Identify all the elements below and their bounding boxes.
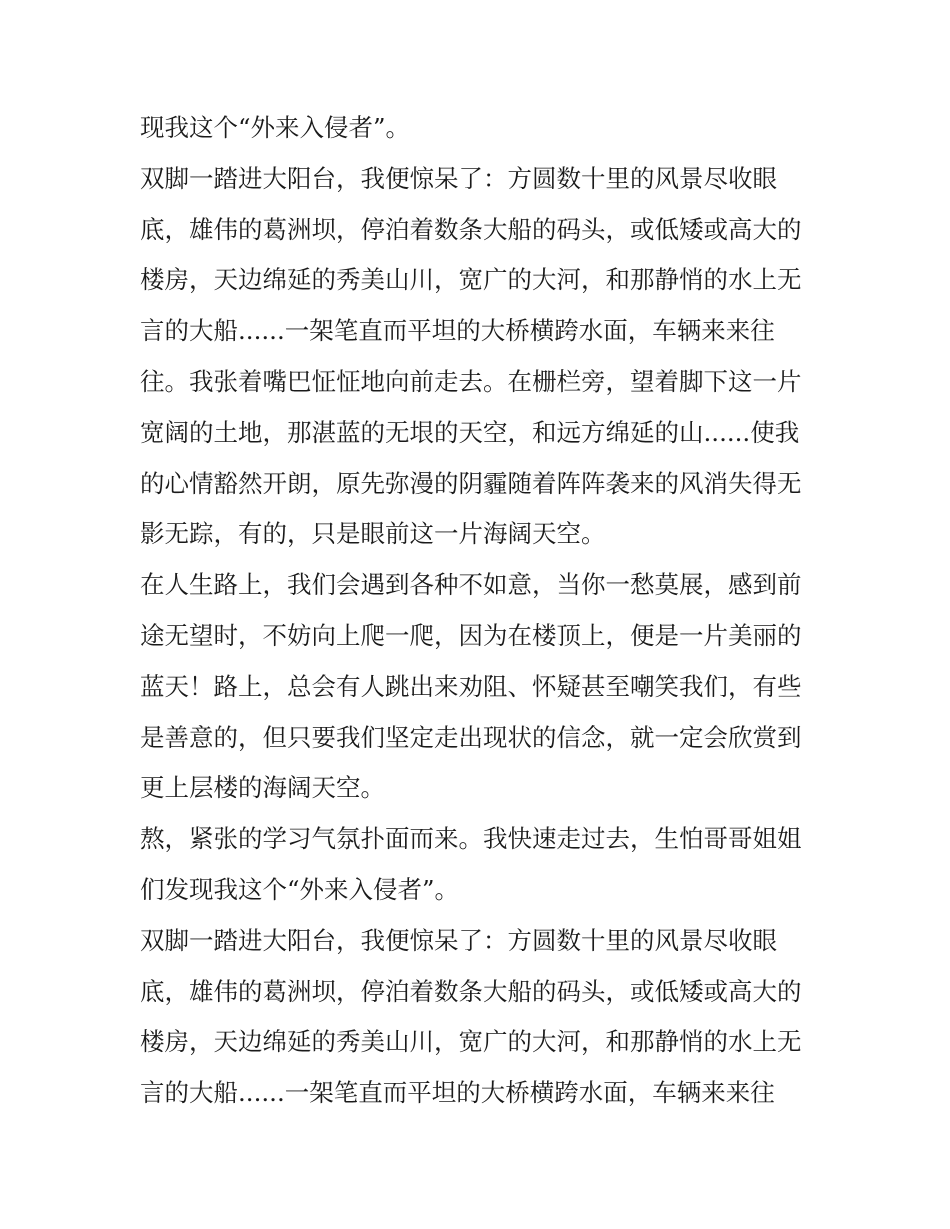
text-line: 途无望时，不妨向上爬一爬，因为在楼顶上，便是一片美丽的 — [140, 620, 802, 650]
text-line: 现我这个“外来入侵者”。 — [140, 113, 411, 142]
text-line: 言的大船......一架笔直而平坦的大桥横跨水面，车辆来来往 — [140, 316, 775, 346]
text-line: 往。我张着嘴巴怔怔地向前走去。在栅栏旁，望着脚下这一片 — [140, 366, 802, 396]
text-line: 熬，紧张的学习气氛扑面而来。我快速走过去，生怕哥哥姐姐 — [140, 824, 802, 854]
text-line: 蓝天！路上，总会有人跳出来劝阻、怀疑甚至嘲笑我们，有些 — [140, 671, 802, 701]
text-line: 言的大船......一架笔直而平坦的大桥横跨水面，车辆来来往 — [140, 1078, 775, 1108]
text-line: 们发现我这个“外来入侵者”。 — [140, 874, 460, 904]
text-line: 影无踪，有的，只是眼前这一片海阔天空。 — [140, 519, 606, 549]
text-line: 底，雄伟的葛洲坝，停泊着数条大船的码头，或低矮或高大的 — [140, 214, 802, 244]
text-line: 底，雄伟的葛洲坝，停泊着数条大船的码头，或低矮或高大的 — [140, 976, 802, 1006]
text-line: 双脚一踏进大阳台，我便惊呆了：方圆数十里的风景尽收眼 — [140, 163, 777, 193]
text-line: 双脚一踏进大阳台，我便惊呆了：方圆数十里的风景尽收眼 — [140, 925, 777, 955]
text-line: 是善意的，但只要我们坚定走出现状的信念，就一定会欣赏到 — [140, 722, 802, 752]
text-line: 宽阔的土地，那湛蓝的无垠的天空，和远方绵延的山......使我 — [140, 417, 800, 447]
text-line: 楼房，天边绵延的秀美山川，宽广的大河，和那静悄的水上无 — [140, 1027, 802, 1057]
text-line: 更上层楼的海阔天空。 — [140, 773, 385, 803]
body-text — [140, 103, 812, 1119]
text-line: 的心情豁然开朗，原先弥漫的阴霾随着阵阵袭来的风消失得无 — [140, 468, 802, 498]
text-line: 在人生路上，我们会遇到各种不如意，当你一愁莫展，感到前 — [140, 570, 802, 600]
text-line: 楼房，天边绵延的秀美山川，宽广的大河，和那静悄的水上无 — [140, 265, 802, 295]
